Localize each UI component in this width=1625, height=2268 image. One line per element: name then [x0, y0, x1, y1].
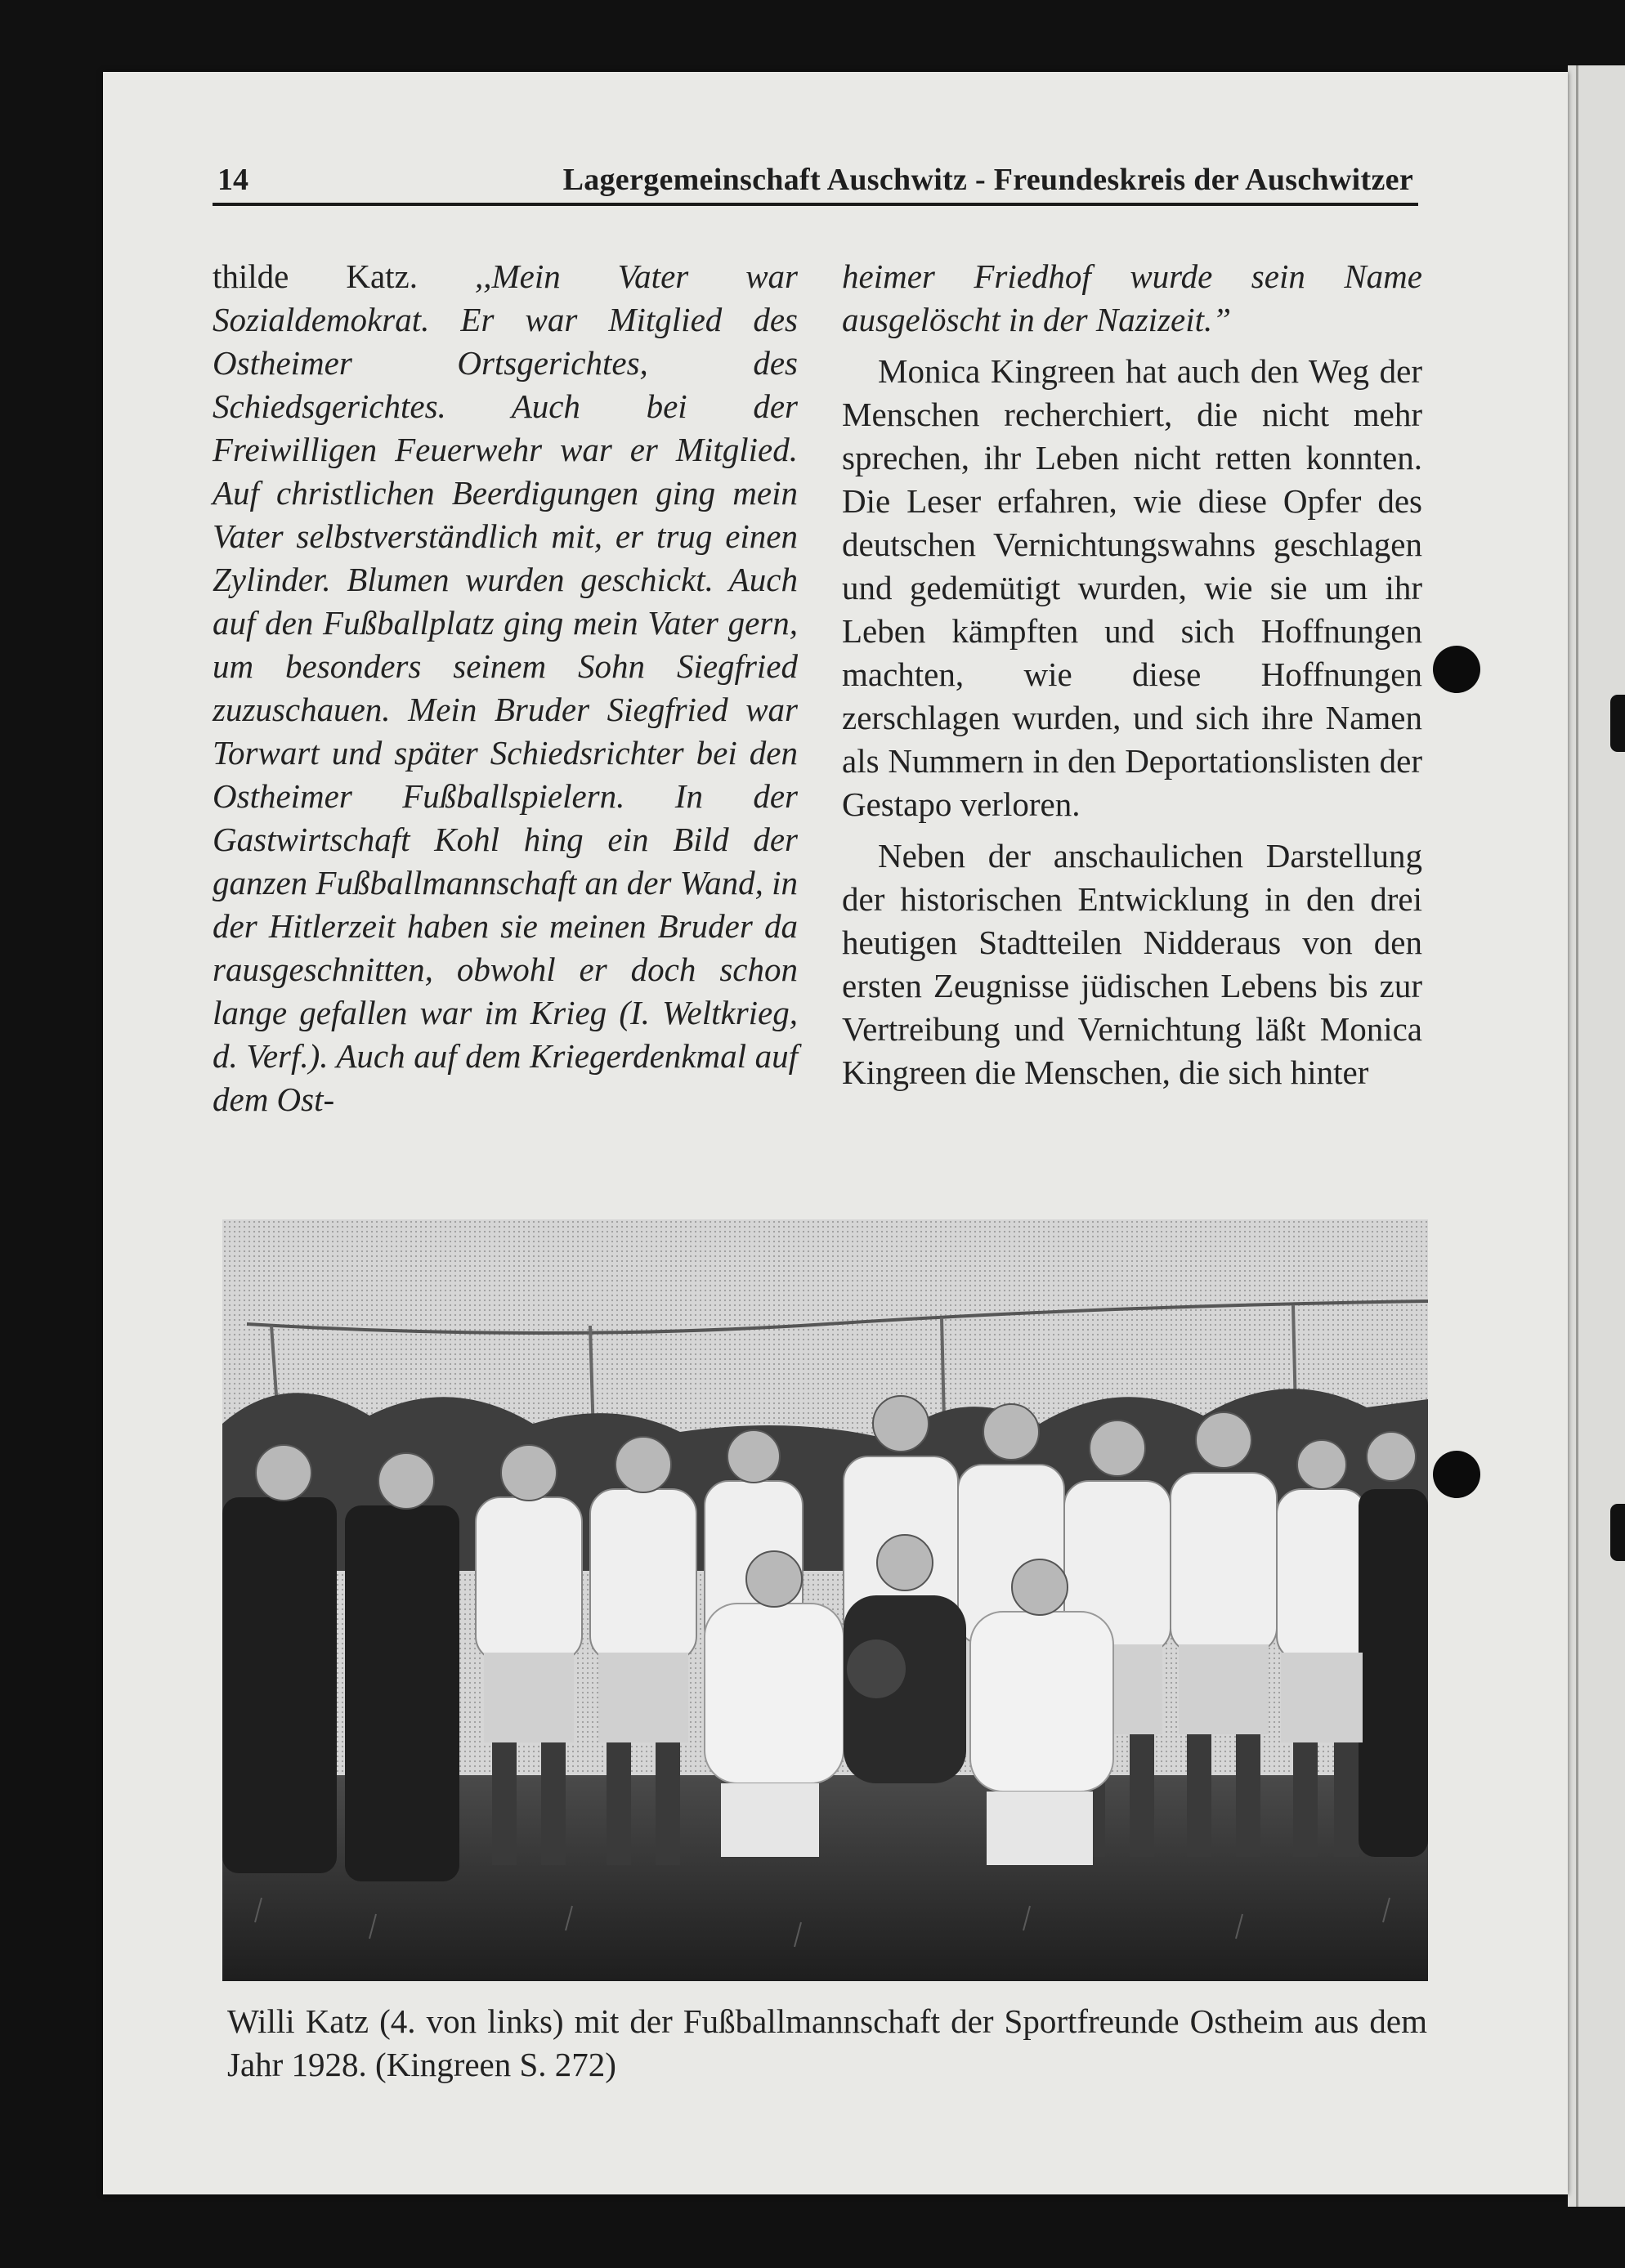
quote-end-text: heimer Friedhof wurde sein Name ausgelöscht in der Nazizeit.”	[842, 257, 1422, 338]
quote-text: ,,Mein Vater war Sozialdemokrat. Er war Mitglied des Ostheimer Ortsgerichtes, des Schiedsgerichtes. Auch bei der Freiwilligen Feuerwehr war er Mitglied. Auf christlichen Beerdigungen ging mein Vater selbstverständlich mit, er trug einen Zylinder. Blumen wurden geschickt. Auch auf den Fußballplatz ging mein Vater gern, um besonders seinem Sohn Siegfried zuzuschauen. Mein Bruder Siegfried war Torwart und später Schiedsrichter bei den Ostheimer Fußballspielern. In der Gastwirtschaft Kohl hing ein Bild der ganzen Fußballmannschaft an der Wand, in der Hitlerzeit haben sie meinen Bruder da rausgeschnitten, obwohl er doch schon lange gefallen war im Krieg (I. Weltkrieg, d. Verf.). Auch auf dem Kriegerdenkmal auf dem Ost-	[213, 257, 798, 1118]
photo-caption: Willi Katz (4. von links) mit der Fußballmannschaft der Sportfreunde Ostheim aus dem Jahr 1928. (Kingreen S. 272)	[227, 2002, 1427, 2083]
paragraph-2: Neben der anschaulichen Darstellung der historischen Entwicklung in den drei heutigen Stadtteilen Nidderaus von den ersten Zeugnisse jüdischen Lebens bis zur Vertreibung und Vernichtung läßt Monica Kingreen die Menschen, die sich hinter	[842, 837, 1422, 1091]
left-paragraph	[213, 255, 798, 1121]
right-column	[842, 255, 1422, 1094]
punch-hole-slot	[1610, 1504, 1625, 1561]
photo-illustration	[222, 1219, 1428, 1981]
paragraph-1: Monica Kingreen hat auch den Weg der Menschen recherchiert, die nicht mehr sprechen, ihr Leben nicht retten konnten. Die Leser erfahren, wie diese Opfer des deutschen Vernichtungswahns geschlagen und gedemütigt wurden, wie sie um ihr Leben kämpften und sich Hoffnungen machten, wie diese Hoffnungen zerschlagen wurden, und sich ihre Namen als Nummern in den Deportationslisten der Gestapo verloren.	[842, 352, 1422, 823]
running-header	[213, 160, 1418, 206]
left-column	[213, 255, 798, 1121]
page-gap	[1576, 65, 1578, 2207]
intro-text: thilde Katz.	[213, 257, 475, 295]
page-number: 14	[217, 163, 248, 197]
punch-hole	[1433, 1451, 1480, 1498]
team-photograph	[222, 1219, 1428, 1981]
header-title: Lagergemeinschaft Auschwitz - Freundeskreis der Auschwitzer	[562, 163, 1413, 197]
adjacent-page-edge	[1568, 65, 1625, 2207]
punch-hole	[1433, 646, 1480, 693]
punch-hole-slot	[1610, 695, 1625, 752]
